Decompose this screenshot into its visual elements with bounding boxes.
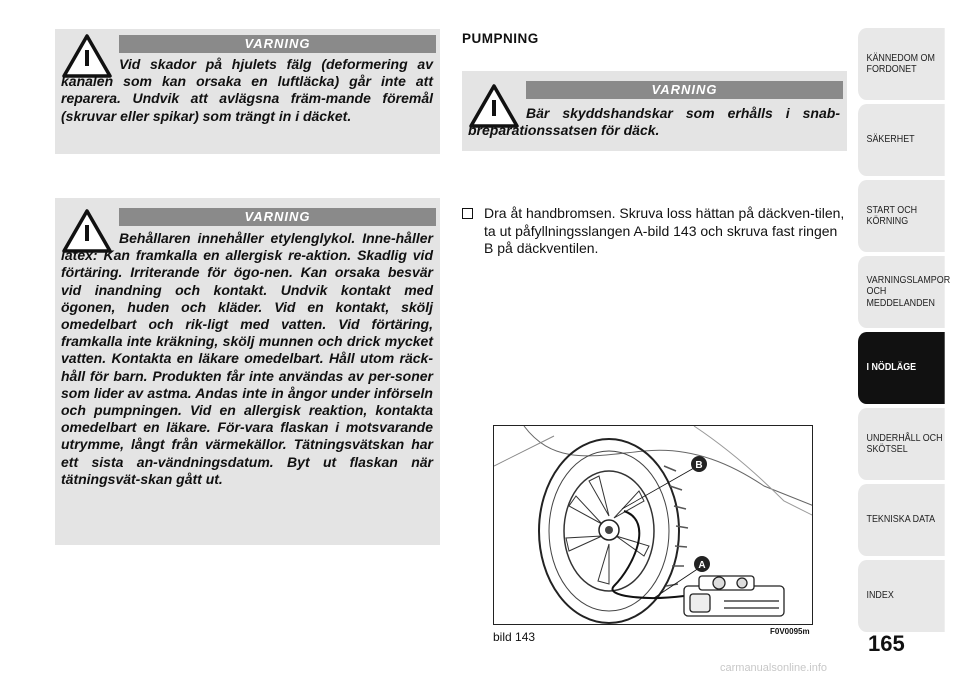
tab-label: START OCH KÖRNING bbox=[866, 203, 918, 227]
compressor-body bbox=[684, 576, 784, 616]
warning-box-wheel-damage bbox=[55, 29, 440, 154]
tab-label: INDEX bbox=[866, 589, 894, 602]
instruction-text: Dra åt handbromsen. Skruva loss hättan på däckven-tilen, ta ut påfyllningsslangen A-bild 143 och skruva fast ringen B på däckventilen. bbox=[484, 205, 845, 256]
label-b: B bbox=[695, 460, 703, 471]
tab-kannedom[interactable] bbox=[858, 28, 945, 100]
tab-underhall[interactable] bbox=[858, 408, 945, 480]
watermark: carmanualsonline.info bbox=[720, 662, 828, 674]
label-a: A bbox=[698, 560, 706, 571]
tab-label: I NÖDLÄGE bbox=[866, 361, 917, 374]
tab-start[interactable] bbox=[858, 180, 945, 252]
warning-text: Vid skador på hjulets fälg (deformering av kanalen som kan orsaka en luftläcka) går inte att reparera. Undvik att avlägsna främ-mande föremål (skruvar eller spikar) som trängt in i däcket. bbox=[61, 56, 433, 124]
figure-code: F0V0095m bbox=[770, 627, 810, 636]
warning-text: Behållaren innehåller etylenglykol. Inne-håller latex: Kan framkalla en allergisk re-aktion. Skadlig vid förtäring. Irriterande för ögo-nen. Kan orsaka besvär vid inandning och kontakt. Undvik kontakt med ögonen, huden och kläder. Vid en kontakt, skölj omedelbart och rik-ligt med vatten. Vid förtäring, framkalla inte kräkning, skölj munnen och drick mycket vatten. Kontakta en läkare omedelbart. Håll utom räck-håll för barn. Produkten får inte användas av per-soner som lider av astma. Andas inte in ångor under införseln och pumpningen. Vid en allergisk reaktion, kontakta omedelbart en läkare. För-vara flaskan i motsvarande utrymme, långt från värmekällor. Tätningsvätskan har ett sista an-vändningsdatum. Byt ut flaskan när tätningsvät-skan gått ut. bbox=[61, 230, 433, 487]
page-number: 165 bbox=[868, 631, 905, 656]
tab-label: UNDERHÅLL OCH SKÖTSEL bbox=[866, 431, 943, 455]
tire-compressor-illustration bbox=[494, 426, 813, 625]
tab-label: VARNINGSLAMPOR OCH MEDDELANDEN bbox=[866, 273, 951, 309]
figure-illustration bbox=[493, 425, 813, 625]
tab-sakerhet[interactable] bbox=[858, 104, 945, 176]
tab-label: SÄKERHET bbox=[866, 133, 915, 146]
checkbox-bullet-icon bbox=[462, 208, 473, 219]
warning-box-sealant-hazard bbox=[55, 198, 440, 545]
tab-index[interactable] bbox=[858, 560, 945, 632]
warning-text: Bär skyddshandskar som erhålls i snab-breparationssatsen för däck. bbox=[468, 105, 840, 139]
figure-caption: bild 143 bbox=[493, 630, 536, 644]
tab-label: KÄNNEDOM OM FORDONET bbox=[866, 51, 935, 75]
instruction-item bbox=[462, 205, 847, 258]
warning-label: VARNING bbox=[119, 35, 436, 53]
tab-tekniska-data[interactable] bbox=[858, 484, 945, 556]
section-heading: PUMPNING bbox=[462, 31, 539, 46]
tab-i-nodlage[interactable] bbox=[858, 332, 945, 404]
tab-varningslampor[interactable] bbox=[858, 256, 951, 328]
warning-label: VARNING bbox=[119, 208, 436, 226]
warning-box-gloves bbox=[462, 71, 847, 151]
tab-label: TEKNISKA DATA bbox=[866, 513, 936, 526]
warning-label: VARNING bbox=[526, 81, 843, 99]
